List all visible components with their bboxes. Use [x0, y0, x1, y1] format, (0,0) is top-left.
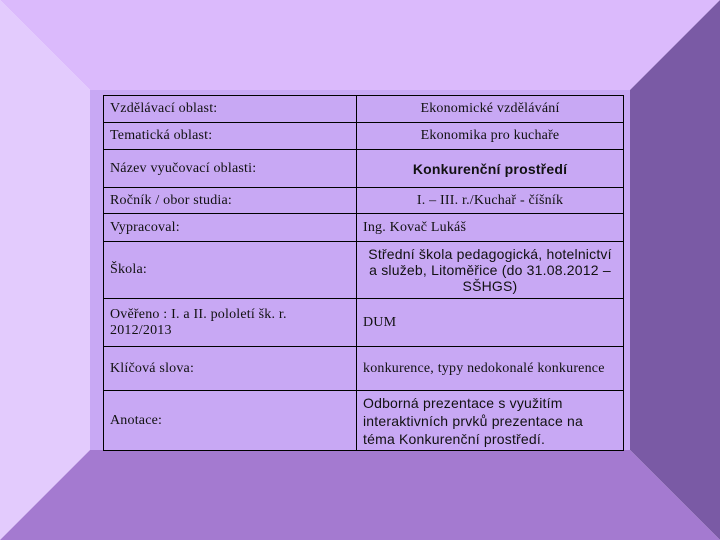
frame-bottom — [0, 450, 720, 540]
label-vzdelavaci-oblast: Vzdělávací oblast: — [104, 96, 357, 123]
frame-top — [0, 0, 720, 90]
label-rocnik-obor: Ročník / obor studia: — [104, 188, 357, 214]
label-nazev-oblasti: Název vyučovací oblasti: — [104, 150, 357, 188]
value-vypracoval: Ing. Kovač Lukáš — [357, 214, 624, 242]
table-row — [104, 391, 624, 451]
table-row — [104, 214, 624, 242]
label-tematicka-oblast: Tematická oblast: — [104, 123, 357, 150]
table-row — [104, 188, 624, 214]
value-anotace: Odborná prezentace s využitím interaktivních prvků prezentace na téma Konkurenční prostředí. — [357, 391, 624, 451]
value-klicova-slova: konkurence, typy nedokonalé konkurence — [357, 347, 624, 391]
info-table — [103, 95, 624, 451]
value-rocnik-obor: I. – III. r./Kuchař - číšník — [357, 188, 624, 214]
table-row — [104, 347, 624, 391]
value-nazev-oblasti: Konkurenční prostředí — [357, 150, 624, 188]
value-vzdelavaci-oblast: Ekonomické vzdělávání — [357, 96, 624, 123]
label-anotace: Anotace: — [104, 391, 357, 451]
table-row — [104, 299, 624, 347]
table-row — [104, 150, 624, 188]
table-row — [104, 123, 624, 150]
label-vypracoval: Vypracoval: — [104, 214, 357, 242]
label-overeno: Ověřeno : I. a II. pololetí šk. r. 2012/2013 — [104, 299, 357, 347]
value-overeno: DUM — [357, 299, 624, 347]
frame-right — [630, 0, 720, 540]
label-skola: Škola: — [104, 242, 357, 299]
label-klicova-slova: Klíčová slova: — [104, 347, 357, 391]
table-row — [104, 96, 624, 123]
value-tematicka-oblast: Ekonomika pro kuchaře — [357, 123, 624, 150]
value-skola: Střední škola pedagogická, hotelnictví a služeb, Litoměřice (do 31.08.2012 – SŠHGS) — [357, 242, 624, 299]
table-row — [104, 242, 624, 299]
frame-left — [0, 0, 90, 540]
